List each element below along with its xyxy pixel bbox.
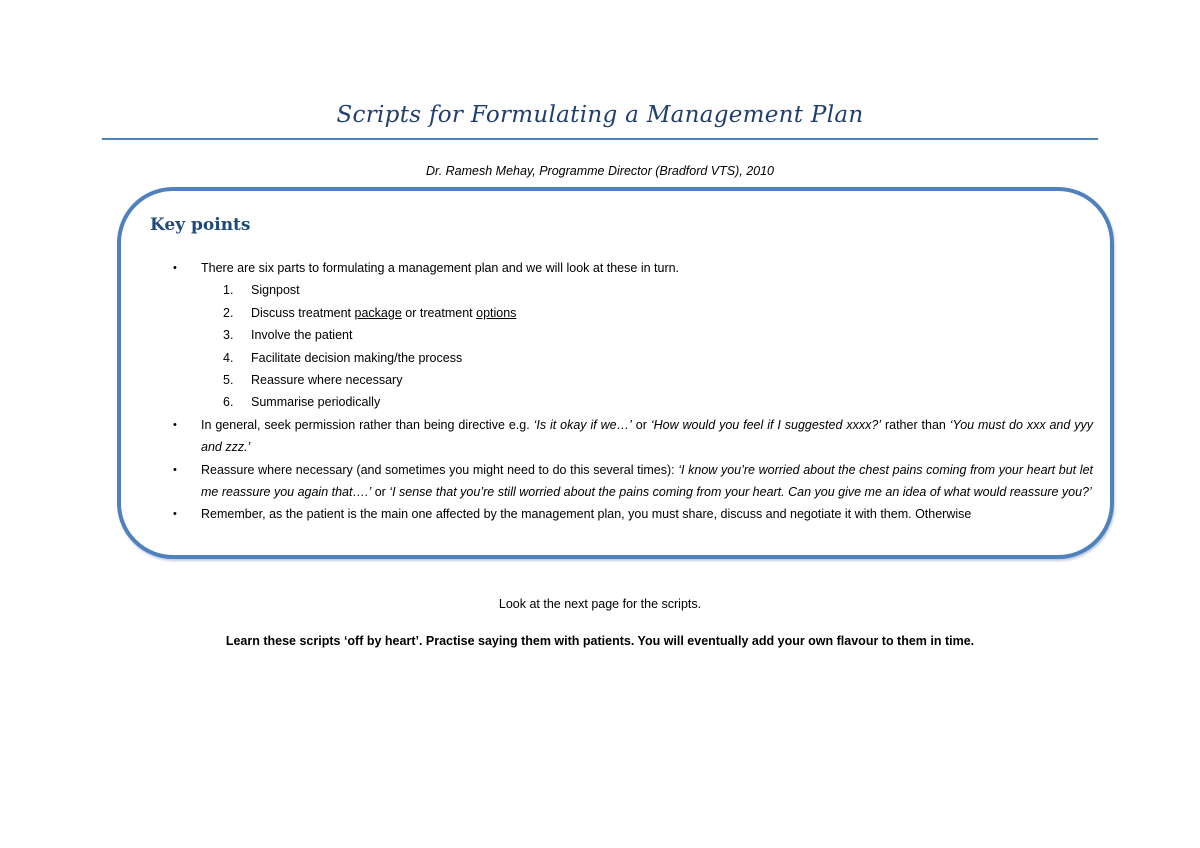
example-quote: ‘I know you’re worried about the chest pains coming from your heart but let me reassure you again that….’ bbox=[201, 462, 1093, 500]
list-item bbox=[223, 279, 1093, 301]
list-item bbox=[223, 369, 1093, 391]
bullet-text: rather than bbox=[881, 417, 950, 432]
list-item bbox=[223, 324, 1093, 346]
list-item bbox=[223, 302, 1093, 324]
steps-list bbox=[223, 279, 1093, 413]
bullet-text: Remember, as the patient is the main one affected by the management plan, you must share, discuss and negotiate it with them. Otherwise bbox=[201, 507, 972, 522]
bullet-text: Reassure where necessary (and sometimes you might need to do this several times): bbox=[201, 462, 679, 477]
bullet-item-parts bbox=[173, 257, 1093, 279]
title-rule bbox=[102, 138, 1098, 140]
bullet-text: or bbox=[631, 417, 651, 432]
list-item bbox=[223, 347, 1093, 369]
bullet-text: In general, seek permission rather than being directive e.g. bbox=[201, 417, 534, 432]
example-quote: ‘How would you feel if I suggested xxxx?’ bbox=[650, 417, 882, 432]
step-text-underlined: package bbox=[354, 305, 402, 320]
bullet-item-reassure bbox=[173, 459, 1093, 504]
example-quote: ‘I sense that you’re still worried about the pains coming from your heart. Can you give me an idea of what would reassure you?’ bbox=[389, 485, 1092, 500]
bullet-icon: • bbox=[173, 418, 177, 431]
next-page-note: Look at the next page for the scripts. bbox=[498, 597, 702, 611]
step-text: Summarise periodically bbox=[251, 395, 381, 410]
list-number: 5. bbox=[223, 373, 234, 388]
bullet-icon: • bbox=[173, 463, 177, 476]
step-text: Signpost bbox=[251, 283, 300, 298]
learn-instruction: Learn these scripts ‘off by heart’. Practise saying them with patients. You will eventually add your own flavour to them in time. bbox=[225, 634, 975, 648]
key-points-heading: Key points bbox=[150, 215, 251, 235]
bullet-item-remember bbox=[173, 503, 1093, 525]
list-item bbox=[223, 391, 1093, 413]
author-line: Dr. Ramesh Mehay, Programme Director (Bradford VTS), 2010 bbox=[425, 164, 775, 178]
example-quote: ‘You must do xxx and yyy and zzz.’ bbox=[201, 417, 1093, 455]
step-text: Facilitate decision making/the process bbox=[251, 350, 463, 365]
list-number: 1. bbox=[223, 283, 234, 298]
example-quote: ‘Is it okay if we…’ bbox=[533, 417, 632, 432]
list-number: 2. bbox=[223, 305, 234, 320]
key-points-box bbox=[117, 187, 1114, 559]
bullet-item-permission bbox=[173, 414, 1093, 459]
step-text: or treatment bbox=[401, 305, 477, 320]
step-text: Discuss treatment bbox=[251, 305, 355, 320]
key-points-content bbox=[173, 257, 1093, 526]
bullet-text: There are six parts to formulating a management plan and we will look at these in turn. bbox=[201, 261, 680, 275]
step-text: Involve the patient bbox=[251, 328, 353, 343]
list-number: 3. bbox=[223, 328, 234, 343]
step-text-underlined: options bbox=[476, 305, 517, 320]
bullet-text: or bbox=[371, 485, 390, 500]
list-number: 4. bbox=[223, 350, 234, 365]
bullet-icon: • bbox=[173, 508, 177, 521]
bullet-icon: • bbox=[173, 262, 177, 274]
list-number: 6. bbox=[223, 395, 234, 410]
page-title: Scripts for Formulating a Management Plan bbox=[336, 102, 864, 128]
step-text: Reassure where necessary bbox=[251, 373, 403, 388]
